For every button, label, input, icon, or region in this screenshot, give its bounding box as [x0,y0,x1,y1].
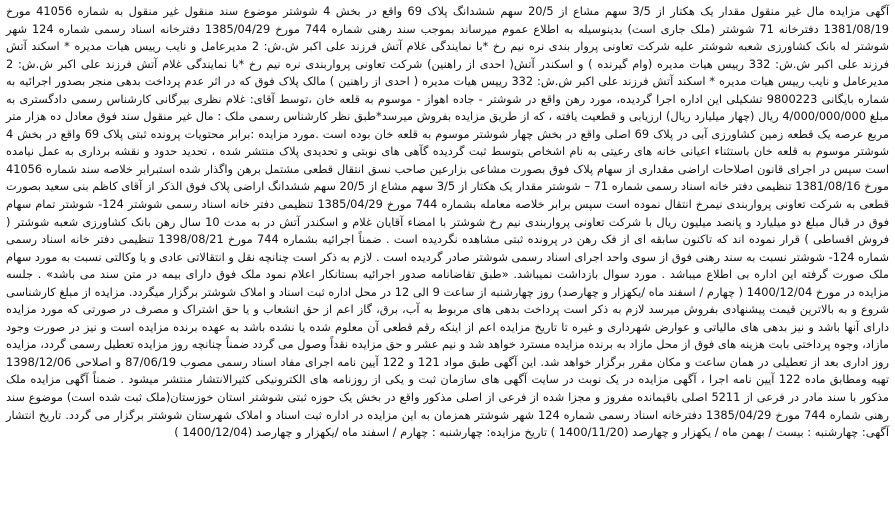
auction-notice-body: آگهی مزایده مال غیر منقول مقدار یک هکتار از 3/5 سهم مشاع از 20/5 سهم ششدانگ پلاک 69 واقع در بخش 4 شوشتر موضوع سند منقول غیر منقول به شماره 41056 مورخ 1381/08/19 دفترخانه 71 شوشتر (ملک جاری است) بدینوسیله به اطلاع عموم میرساند بموجب سند رهنی شماره 744 مورخ 1385/04/29 دفترخانه اسناد رسمی شماره 124 شهر شوشتر له بانک کشاورزی شعبه شوشتر علیه شرکت تعاونی پروار بندی نره نیم رخ *با نمایندگی غلام آتش فرزند علی اکبر ش.ش: 2 مدیرعامل و نایب رییس هیات مدیره * اسکند آتش فرزند علی اکبر ش.ش: 332 رییس هیات مدیره (وام گیرنده ) و اسکندر آتش( احدی از راهنین) شرکت تعاونی پرواربندی نره نیم رخ *با نمایندگی غلام آتش فرزند علی اکبر ش.ش: 2 مدیرعامل و نایب رییس هیات مدیره * اسکند آتش فرزند علی اکبر ش.ش: 332 رییس هیات مدیره ( احدی از راهنین ) مالک پلاک فوق که در اثر عدم پرداخت بدهی منجر بصدور اجرائیه به شماره بایگانی 9800223 تشکیلی این اداره اجرا گردیده، مورد رهن واقع در شوشتر - جاده اهواز - موسوم به قلعه خان ،توسط آقای: غلام نظری بیرگانی کارشناس رسمی دادگستری به مبلغ 4/000/000/000 ریال (چهار میلیارد ریال) ارزیابی و قطعیت یافته ، که از طریق مزایده بفروش میرسد*طبق نظر کارشناس رسمی ملک : مال غیر منقول سند فوق معادل ده هزار متر مربع عرصه یک قطعه زمین کشاورزی آبی در پلاک 69 اصلی واقع در بخش چهار شوشتر موسوم به قلعه خان بوده است .مورد مزایده :برابر محتویات پرونده ثبتی پلاک 69 واقع در بخش 4 شوشتر موسوم به قلعه خان باستثناء اعیانی خانه های رعیتی به نام اشخاص بتوسط ثبت گردیده گآهی های نوبتی و تحدیدی پلاک منتشر شده ، تحدید حدود و نقشه برداری به عمل نیامده است سپس در اجرای قانون اصلاحات اراضی مقداری از سهام پلاک فوق بصورت مشاعی بزارعین صاحب نسق انتقال قطعی مشتمل برهن واگذار شده استبرابر خلاصه سند شماره 41056 مورخ 1381/08/16 تنظیمی دفتر خانه اسناد رسمی شماره 71 – شوشتر مقدار یک هکتار از 3/5 سهم مشاع از 20/5 سهم ششدانگ اراضی پلاک فوق الذکر از آقای کاظم بنی سعید بصورت قطعی به شرکت تعاونی پرواربندی نیمرخ انتقال نموده است سپس برابر خلاصه معامله بشماره 744 مورخ 1385/04/29 تنظیمی دفتر خانه اسناد رسمی شوشتر 124- شوشتر تمام سهام فوق در قبال مبلغ دو میلیارد و پانصد میلیون ریال با شرکت تعاونی پرواربندی نیم رخ شوشتر با امضاء آقایان غلام و اسکندر آتش در به مدت 10 سال رهن بانک کشاورزی شعبه شوشتر ( فروش اقساطی ) قرار نموده اند که تاکنون سابقه ای از فک رهن در پرونده ثبتی مشاهده نگردیده است . ضمناً اجرائیه بشماره 744 مورخ 1398/08/21 تنظیمی دفتر خانه اسناد رسمی شماره 124- شوشتر نسبت به سند رهنی فوق از سوی واحد اجرای اسناد رسمی شوشتر صادر گردیده است . لازم به ذکر است چنانچه نقل و انتقالاتی عادی و یا وکالتی نسبت به مورد سهام ملک صورت گرفته این اداره بی اطلاع میباشد . مورد سوال بازداشت نمیباشد. «طبق تقاضانامه صدور اجرائیه بستانکار اعلام نمود ملک فوق دارای بیمه در متن سند می باشد» . جلسه مزایده در مورخ 1400/12/04 ( چهارم / اسفند ماه /یکهزار و چهارصد) روز چهارشنبه از ساعت 9 الی 12 در محل اداره ثبت اسناد و املاک شوشتر برگزار میگردد. مزایده از مبلغ کارشناسی شروع و به بالاترین قیمت پیشنهادی بفروش میرسد لازم به ذکر است پرداخت بدهی های مربوط به آب، برق، گاز اعم از حق انشعاب و یا حق اشتراک و مصرف در صورتی که مورد مزایده دارای آنها باشد و نیز بدهی های مالیاتی و عوارض شهرداری و غیره تا تاریخ مزایده اعم از اینکه رقم قطعی آن معلوم شده یا نشده باشد به عهده برنده مزایده است و نیز در صورت وجود مازاد، وجوه پرداختی بابت هزینه های فوق از محل مازاد به برنده مزایده مسترد خواهد شد و نیم عشر و حق مزایده نقداً وصول می گردد ضمناً چنانچه روز مزایده تعطیل رسمی گردد، مزایده روز اداری بعد از تعطیلی در همان ساعت و مکان مقرر برگزار خواهد شد. این آگهی طبق مواد 121 و 122 آیین نامه اجرای مفاد اسناد رسمی مصوب 87/06/19 و اصلاحی 1398/12/06 تهیه ومطابق ماده 122 آیین نامه اجرا ، آگهی مزایده در یک نوبت در سایت آگهی های سازمان ثبت و یکی از روزنامه های الکترونیکی کثیرالانتشار منتشر میشود . ضمناً آگهی مزایده ملک مذکور با سند مادر در فرعی از 5211 اصلی باقیمانده مفروز و مجزا شده از فرعی از اصلی مذکور واقع در بخش یک حوزه ثبتی شوشتر استان خوزستان(ملک ثبت شده است) موضوع سند رهنی شماره 744 مورخ 1385/04/29 دفترخانه اسناد رسمی شماره 124 شهر شوشتر همزمان به این مزایده در اداره ثبت اسناد و املاک شهرستان شوشتر برگزار می گردد. تاریخ انتشار آگهی: چهارشنبه : بیست / بهمن ماه / یکهزار و چهارصد (1400/11/20 ) تاریخ مزایده: چهارشنبه : چهارم / اسفند ماه /یکهزار و چهارصد (1400/12/04 ) [6,4,890,440]
